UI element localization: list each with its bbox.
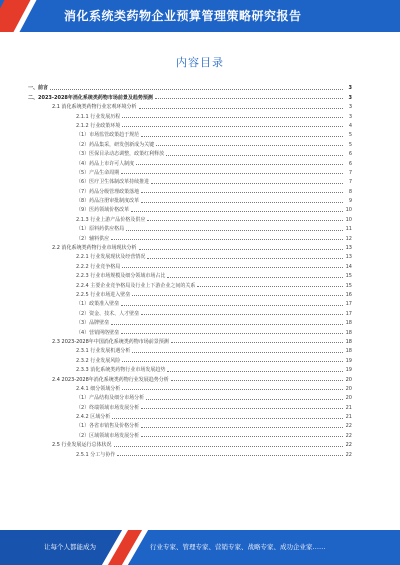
toc-entry[interactable] bbox=[28, 392, 352, 401]
toc-entry[interactable] bbox=[28, 429, 352, 438]
toc-entry[interactable] bbox=[28, 317, 352, 326]
toc-entry-title: （4）营销网络壁垒 bbox=[76, 329, 120, 336]
toc-entry-title: （1）市场监管政策趋于规范 bbox=[76, 132, 140, 139]
toc-entry-page: 6 bbox=[348, 151, 352, 158]
toc-leader-dots bbox=[139, 248, 343, 250]
toc-entry[interactable] bbox=[28, 289, 352, 298]
toc-entry[interactable] bbox=[28, 326, 352, 335]
table-of-contents bbox=[28, 82, 352, 458]
toc-leader-dots bbox=[122, 360, 343, 362]
toc-entry-page: 16 bbox=[345, 291, 352, 298]
toc-entry-page: 5 bbox=[348, 141, 352, 148]
toc-entry-title: 一、前言 bbox=[28, 85, 49, 92]
toc-entry-title: （7）药品分级管理政策落地 bbox=[76, 188, 140, 195]
toc-entry-page: 17 bbox=[345, 310, 352, 317]
toc-entry-page: 11 bbox=[345, 226, 352, 233]
toc-entry-title: 2.2.1 行业发展现状及经营情况 bbox=[76, 254, 146, 261]
toc-entry-page: 21 bbox=[345, 414, 352, 421]
toc-entry[interactable] bbox=[28, 298, 352, 307]
toc-entry-page: 7 bbox=[348, 179, 352, 186]
toc-entry-page: 3 bbox=[348, 104, 352, 111]
toc-entry-title: 2.3.3 消化系统类药物行业市场发展趋势 bbox=[76, 367, 166, 374]
toc-entry[interactable] bbox=[28, 373, 352, 382]
toc-entry[interactable] bbox=[28, 345, 352, 354]
toc-entry[interactable] bbox=[28, 270, 352, 279]
toc-entry-title: 2.2.5 行业市场进入壁垒 bbox=[76, 291, 131, 298]
toc-entry-title: （1）产品结构及细分市场分析 bbox=[76, 395, 145, 402]
toc-leader-dots bbox=[126, 229, 343, 231]
toc-entry-page: 9 bbox=[348, 198, 352, 205]
toc-entry-title: （2）区域领域市场发展分析 bbox=[76, 432, 140, 439]
toc-leader-dots bbox=[146, 398, 343, 400]
toc-entry[interactable] bbox=[28, 401, 352, 410]
toc-entry-title: 2.1 消化系统类药物行业宏观环境分析 bbox=[52, 104, 137, 111]
toc-leader-dots bbox=[121, 304, 343, 306]
toc-leader-dots bbox=[132, 351, 343, 353]
toc-entry-page: 19 bbox=[345, 357, 352, 364]
toc-leader-dots bbox=[141, 435, 343, 437]
toc-entry[interactable] bbox=[28, 167, 352, 176]
toc-entry-title: 2.5 行业发展运行总体状况 bbox=[52, 442, 112, 449]
toc-entry-title: （1）政策准入壁垒 bbox=[76, 301, 120, 308]
toc-entry-page: 15 bbox=[345, 273, 352, 280]
toc-entry-page: 21 bbox=[345, 404, 352, 411]
toc-entry-title: （4）药品上市许可人制度 bbox=[76, 160, 135, 167]
toc-entry[interactable] bbox=[28, 91, 352, 100]
toc-leader-dots bbox=[171, 341, 343, 343]
toc-leader-dots bbox=[132, 294, 343, 296]
toc-leader-dots bbox=[141, 191, 343, 193]
toc-entry-page: 15 bbox=[345, 282, 352, 289]
toc-entry-title: （9）医药领域价格改革 bbox=[76, 207, 130, 214]
toc-entry-title: （2）资金、技术、人才壁垒 bbox=[76, 310, 140, 317]
toc-entry[interactable] bbox=[28, 307, 352, 316]
toc-entry-page: 14 bbox=[345, 263, 352, 270]
toc-entry-title: 2.3.2 行业发展风险 bbox=[76, 357, 121, 364]
toc-entry-title: 2.5.1 分工与协作 bbox=[76, 451, 116, 458]
toc-entry-page: 22 bbox=[345, 423, 352, 430]
toc-leader-dots bbox=[141, 313, 343, 315]
toc-entry-title: （5）产品生命周期 bbox=[76, 169, 120, 176]
toc-entry-title: 2.2.4 主要企业竞争格局及行业上下游企业之间的关系 bbox=[76, 282, 196, 289]
toc-entry[interactable] bbox=[28, 157, 352, 166]
toc-leader-dots bbox=[147, 257, 343, 259]
toc-leader-dots bbox=[121, 172, 343, 174]
toc-entry[interactable] bbox=[28, 383, 352, 392]
toc-entry-title: 2.3 2023-2028年中国消化系统类药物市场前景预测 bbox=[52, 338, 169, 345]
toc-leader-dots bbox=[141, 135, 343, 137]
toc-entry-title: （3）品牌壁垒 bbox=[76, 320, 110, 327]
toc-entry-title: 2.1.3 行业上游产品价格及供应 bbox=[76, 216, 146, 223]
toc-leader-dots bbox=[50, 88, 343, 90]
toc-entry[interactable] bbox=[28, 185, 352, 194]
toc-entry-title: 2.2.3 行业市场规模及细分领域市场占比 bbox=[76, 273, 166, 280]
toc-entry-page: 3 bbox=[348, 94, 352, 101]
toc-entry[interactable] bbox=[28, 364, 352, 373]
toc-entry-page: 18 bbox=[345, 320, 352, 327]
toc-leader-dots bbox=[197, 285, 343, 287]
toc-entry-title: 二、2023-2028年消化系统类药物市场前景及趋势预测 bbox=[28, 94, 153, 101]
toc-entry-page: 5 bbox=[348, 132, 352, 139]
toc-entry-page: 3 bbox=[348, 113, 352, 120]
toc-entry-page: 22 bbox=[345, 432, 352, 439]
toc-entry-title: 2.1.2 行业政策环境 bbox=[76, 122, 121, 129]
toc-entry-title: 2.2.2 行业竞争格局 bbox=[76, 263, 121, 270]
toc-entry-title: （6）医疗卫生体制改革持续推进 bbox=[76, 179, 150, 186]
toc-entry-title: 2.2 消化系统类药物行业市场现状分析 bbox=[52, 245, 137, 252]
toc-entry[interactable] bbox=[28, 336, 352, 345]
toc-leader-dots bbox=[167, 370, 343, 372]
toc-entry-page: 19 bbox=[345, 367, 352, 374]
toc-leader-dots bbox=[122, 125, 343, 127]
toc-leader-dots bbox=[171, 379, 343, 381]
toc-entry[interactable] bbox=[28, 279, 352, 288]
report-title: 消化系统类药物企业预算管理策略研究报告 bbox=[64, 9, 302, 23]
toc-leader-dots bbox=[167, 276, 343, 278]
toc-leader-dots bbox=[156, 144, 343, 146]
toc-leader-dots bbox=[122, 388, 343, 390]
toc-entry[interactable] bbox=[28, 242, 352, 251]
toc-entry[interactable] bbox=[28, 138, 352, 147]
toc-entry-page: 10 bbox=[345, 216, 352, 223]
toc-entry-page: 22 bbox=[345, 451, 352, 458]
toc-entry[interactable] bbox=[28, 223, 352, 232]
toc-entry[interactable] bbox=[28, 354, 352, 363]
toc-heading: 内容目录 bbox=[176, 56, 224, 69]
toc-entry-title: （2）药品集采，研发创新成为关键 bbox=[76, 141, 155, 148]
toc-entry-page: 20 bbox=[345, 395, 352, 402]
toc-leader-dots bbox=[151, 182, 343, 184]
toc-leader-dots bbox=[111, 323, 343, 325]
toc-entry[interactable] bbox=[28, 420, 352, 429]
toc-entry[interactable] bbox=[28, 176, 352, 185]
toc-entry[interactable] bbox=[28, 411, 352, 420]
toc-entry-page: 6 bbox=[348, 160, 352, 167]
toc-entry-title: 2.4.1 细分领域分析 bbox=[76, 385, 121, 392]
toc-entry[interactable] bbox=[28, 129, 352, 138]
toc-leader-dots bbox=[114, 445, 343, 447]
toc-entry[interactable] bbox=[28, 120, 352, 129]
toc-entry-title: 2.3.1 行业发展机遇分析 bbox=[76, 348, 131, 355]
toc-leader-dots bbox=[141, 201, 343, 203]
toc-entry[interactable] bbox=[28, 439, 352, 448]
toc-entry-page: 22 bbox=[345, 442, 352, 449]
toc-entry-title: （3）医保目录动态调整，政策红利释放 bbox=[76, 151, 165, 158]
toc-entry-title: （1）原料药供应格局 bbox=[76, 226, 125, 233]
toc-entry[interactable] bbox=[28, 213, 352, 222]
footer-slogan: 让每个人都能成为 bbox=[44, 543, 96, 551]
toc-entry[interactable] bbox=[28, 82, 352, 91]
toc-entry-title: （2）辅料供应 bbox=[76, 235, 110, 242]
toc-entry[interactable] bbox=[28, 195, 352, 204]
toc-leader-dots bbox=[112, 417, 343, 419]
toc-entry[interactable] bbox=[28, 260, 352, 269]
toc-entry-page: 3 bbox=[348, 85, 352, 92]
toc-leader-dots bbox=[117, 454, 343, 456]
toc-entry-page: 18 bbox=[345, 338, 352, 345]
toc-entry-page: 12 bbox=[345, 235, 352, 242]
footer-banner bbox=[0, 530, 400, 565]
toc-entry-page: 10 bbox=[345, 207, 352, 214]
toc-entry[interactable] bbox=[28, 110, 352, 119]
toc-entry[interactable] bbox=[28, 448, 352, 457]
toc-leader-dots bbox=[136, 163, 343, 165]
toc-entry[interactable] bbox=[28, 204, 352, 213]
toc-entry-page: 18 bbox=[345, 329, 352, 336]
toc-leader-dots bbox=[141, 407, 343, 409]
toc-entry-page: 13 bbox=[345, 254, 352, 261]
toc-leader-dots bbox=[166, 154, 343, 156]
toc-entry-title: 2.1.1 行业发展历程 bbox=[76, 113, 121, 120]
toc-entry-title: （2）终端领域市场发展分析 bbox=[76, 404, 140, 411]
toc-entry-title: （1）各省市销售及价格分析 bbox=[76, 423, 140, 430]
toc-entry-title: （8）药品注册审批制度改革 bbox=[76, 198, 140, 205]
toc-leader-dots bbox=[121, 332, 343, 334]
toc-entry-page: 4 bbox=[348, 122, 352, 129]
toc-leader-dots bbox=[131, 210, 343, 212]
toc-entry-page: 18 bbox=[345, 348, 352, 355]
toc-leader-dots bbox=[139, 107, 343, 109]
toc-leader-dots bbox=[122, 116, 343, 118]
toc-entry-page: 7 bbox=[348, 169, 352, 176]
toc-entry[interactable] bbox=[28, 232, 352, 241]
toc-leader-dots bbox=[122, 266, 343, 268]
toc-entry-title: 2.4 2023-2028年消化系统类药物行业发展趋势分析 bbox=[52, 376, 169, 383]
toc-leader-dots bbox=[147, 219, 343, 221]
toc-entry-title: 2.4.2 区域分析 bbox=[76, 414, 111, 421]
toc-leader-dots bbox=[155, 97, 343, 99]
toc-entry[interactable] bbox=[28, 148, 352, 157]
toc-leader-dots bbox=[141, 426, 343, 428]
toc-leader-dots bbox=[111, 238, 343, 240]
toc-entry[interactable] bbox=[28, 251, 352, 260]
toc-entry-page: 8 bbox=[348, 188, 352, 195]
toc-entry-page: 13 bbox=[345, 245, 352, 252]
toc-entry-page: 20 bbox=[345, 385, 352, 392]
toc-entry-page: 17 bbox=[345, 301, 352, 308]
toc-entry[interactable] bbox=[28, 101, 352, 110]
toc-entry-page: 20 bbox=[345, 376, 352, 383]
header-banner bbox=[0, 0, 400, 32]
footer-roles: 行业专家、管理专家、营销专家、战略专家、成功企业家…… bbox=[150, 543, 326, 551]
